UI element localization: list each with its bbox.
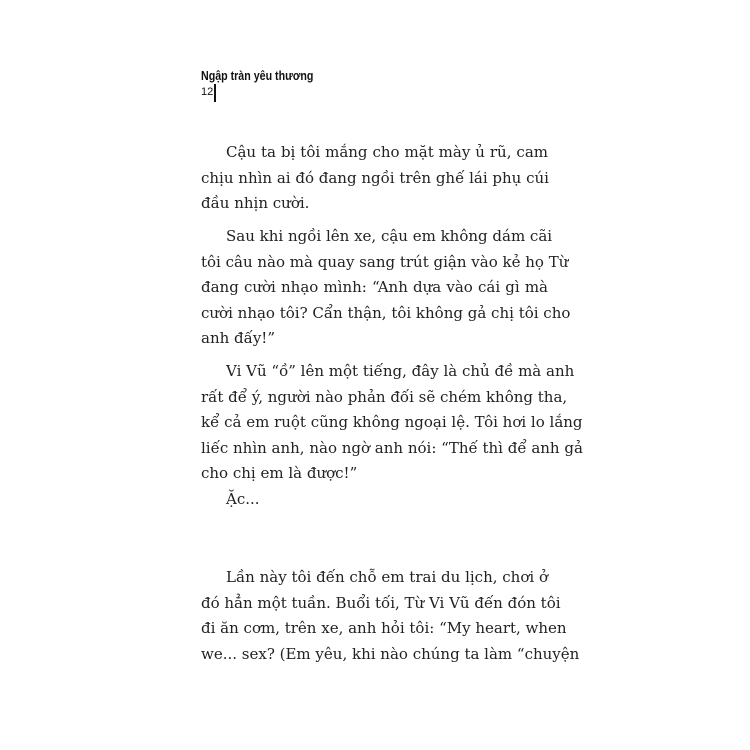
paragraph-5 (201, 565, 580, 667)
text-line: tôi câu nào mà quay sang trút giận vào kẻ họ Từ (201, 252, 569, 271)
text-line: liếc nhìn anh, nào ngờ anh nói: “Thế thì để anh gả (201, 438, 583, 457)
text-line: kể cả em ruột cũng không ngoại lệ. Tôi hơi lo lắng (201, 413, 583, 432)
text-line: cho chị em là được!” (201, 464, 358, 483)
page-number: 12 (201, 86, 214, 98)
text-line: we... sex? (Em yêu, khi nào chúng ta làm “chuyện (201, 644, 580, 663)
paragraph-3 (201, 359, 583, 487)
text-line: đang cười nhạo mình: “Anh dựa vào cái gì mà (201, 278, 548, 297)
text-line: Vi Vũ “ồ” lên một tiếng, đây là chủ đề mà anh (226, 362, 575, 380)
text-line: Sau khi ngồi lên xe, cậu em không dám cãi (226, 227, 553, 245)
paragraph-1 (201, 140, 548, 217)
text-line: đi ăn cơm, trên xe, anh hỏi tôi: “My heart, when (201, 619, 567, 638)
text-line: Lần này tôi đến chỗ em trai du lịch, chơi ở (226, 568, 548, 586)
text-line: Cậu ta bị tôi mắng cho mặt mày ủ rũ, cam (226, 143, 548, 161)
text-line: cười nhạo tôi? Cẩn thận, tôi không gả chị tôi cho (201, 303, 571, 322)
paragraph-2 (201, 224, 571, 352)
text-line: rất để ý, người nào phản đối sẽ chém không tha, (201, 387, 568, 406)
running-header-title: Ngập tràn yêu thương (201, 68, 314, 83)
page-number-divider (214, 84, 216, 102)
text-line: đầu nhịn cười. (201, 194, 310, 213)
text-line: đó hẳn một tuần. Buổi tối, Từ Vi Vũ đến đón tôi (201, 593, 561, 612)
text-line: anh đấy!” (201, 329, 275, 348)
text-line: Ặc... (226, 490, 260, 508)
paragraph-4 (201, 487, 548, 513)
text-line: chịu nhìn ai đó đang ngồi trên ghế lái phụ cúi (201, 168, 549, 187)
